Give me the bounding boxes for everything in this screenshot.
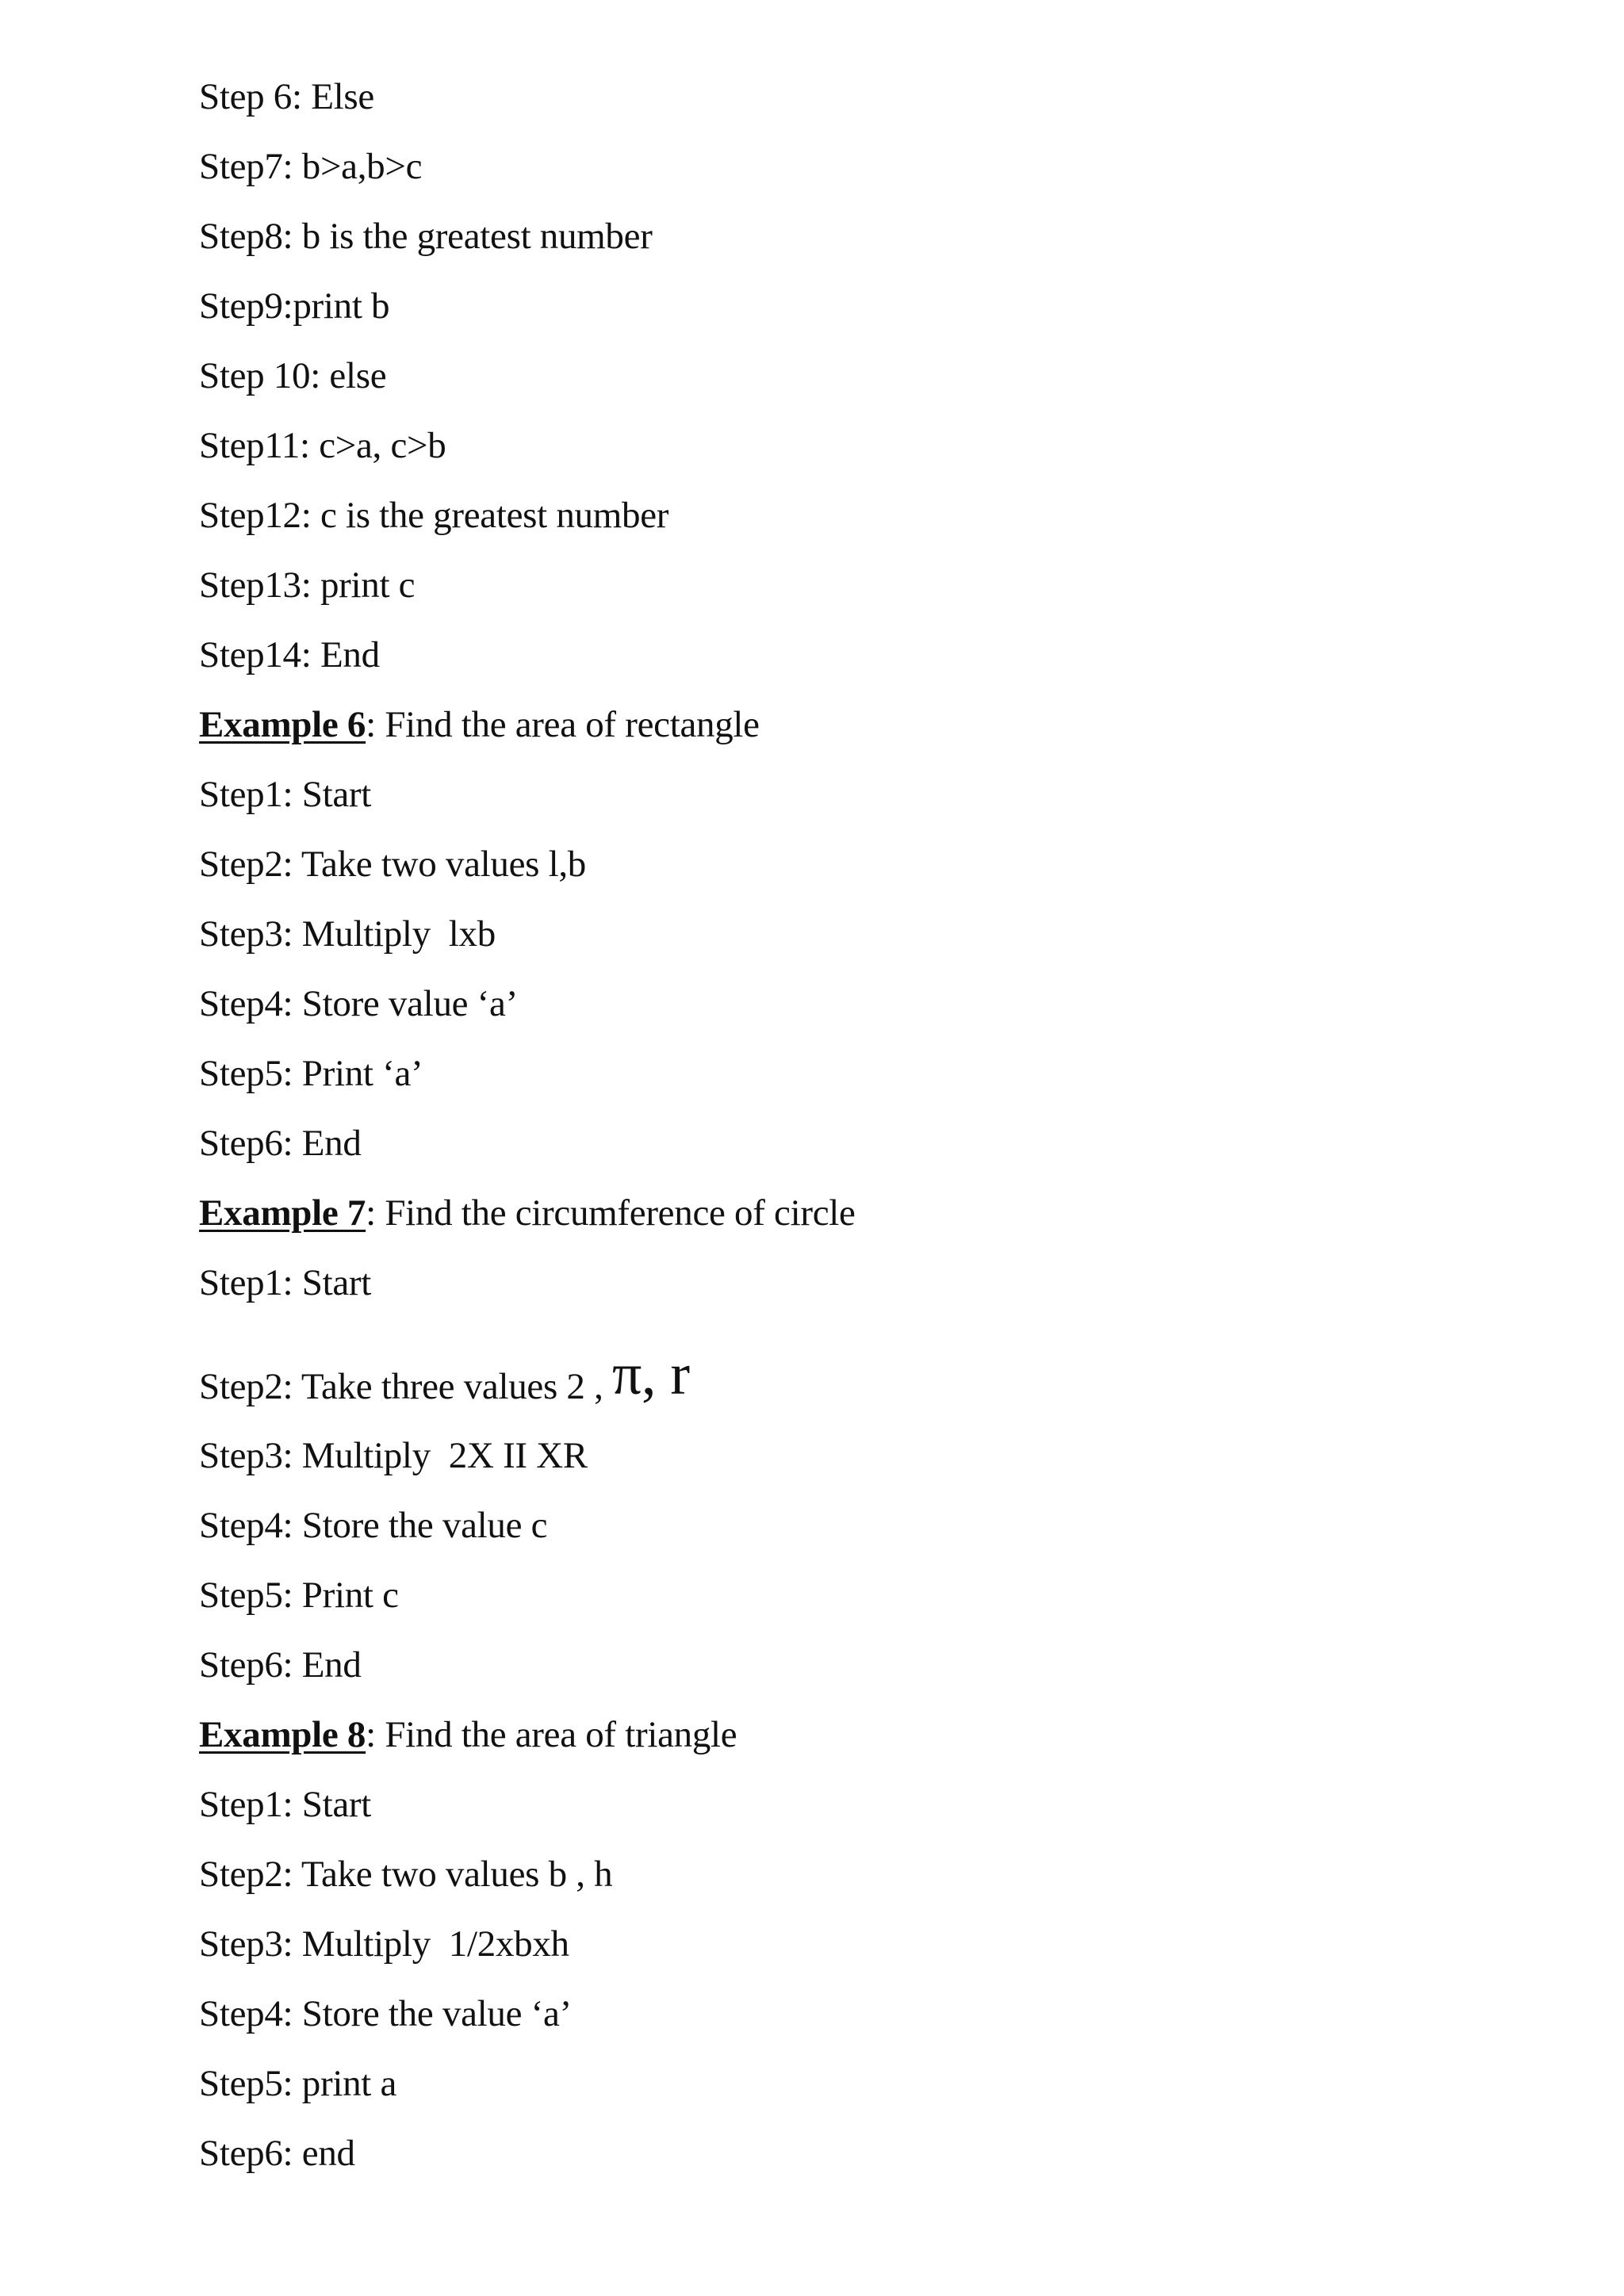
step-line: Step1: Start <box>199 774 372 815</box>
step-line: Step6: End <box>199 1123 362 1164</box>
example-6-heading <box>199 701 760 748</box>
step-line: Step5: Print c <box>199 1575 399 1616</box>
step-line: Step6: end <box>199 2133 355 2174</box>
step-line: Step 6: Else <box>199 76 374 117</box>
step-line: Step2: Take two values l,b <box>199 844 586 885</box>
step2-prefix: Step2: Take three values 2 , <box>199 1366 612 1407</box>
step-line-with-symbols <box>199 1342 690 1410</box>
step-line: Step3: Multiply 2X II XR <box>199 1435 588 1476</box>
example-7-description: : Find the circumference of circle <box>366 1192 856 1234</box>
step-line: Step9:print b <box>199 285 390 327</box>
step-line: Step12: c is the greatest number <box>199 495 669 536</box>
example-8-description: : Find the area of triangle <box>366 1714 737 1755</box>
example-7-title: Example 7 <box>199 1192 366 1234</box>
step-line: Step6: End <box>199 1644 362 1686</box>
step-line: Step4: Store the value ‘a’ <box>199 1993 572 2034</box>
step-line: Step3: Multiply lxb <box>199 913 496 955</box>
example-8-title: Example 8 <box>199 1714 366 1755</box>
step-line: Step 10: else <box>199 355 387 396</box>
example-6-description: : Find the area of rectangle <box>366 704 760 745</box>
example-8-heading <box>199 1711 737 1758</box>
step-line: Step4: Store value ‘a’ <box>199 983 518 1024</box>
step-line: Step7: b>a,b>c <box>199 146 423 187</box>
example-6-title: Example 6 <box>199 704 366 745</box>
step-line: Step5: Print ‘a’ <box>199 1053 423 1094</box>
step-line: Step13: print c <box>199 564 416 606</box>
step-line: Step5: print a <box>199 2063 397 2104</box>
step-line: Step14: End <box>199 634 380 675</box>
step-line: Step4: Store the value c <box>199 1505 548 1546</box>
step-line: Step3: Multiply 1/2xbxh <box>199 1923 569 1965</box>
step-line: Step11: c>a, c>b <box>199 425 446 466</box>
example-7-heading <box>199 1189 856 1237</box>
step-line: Step1: Start <box>199 1262 372 1303</box>
step-line: Step8: b is the greatest number <box>199 216 653 257</box>
pi-r-symbols: π, r <box>611 1342 690 1407</box>
step-line: Step2: Take two values b , h <box>199 1854 613 1895</box>
step-line: Step1: Start <box>199 1784 372 1825</box>
